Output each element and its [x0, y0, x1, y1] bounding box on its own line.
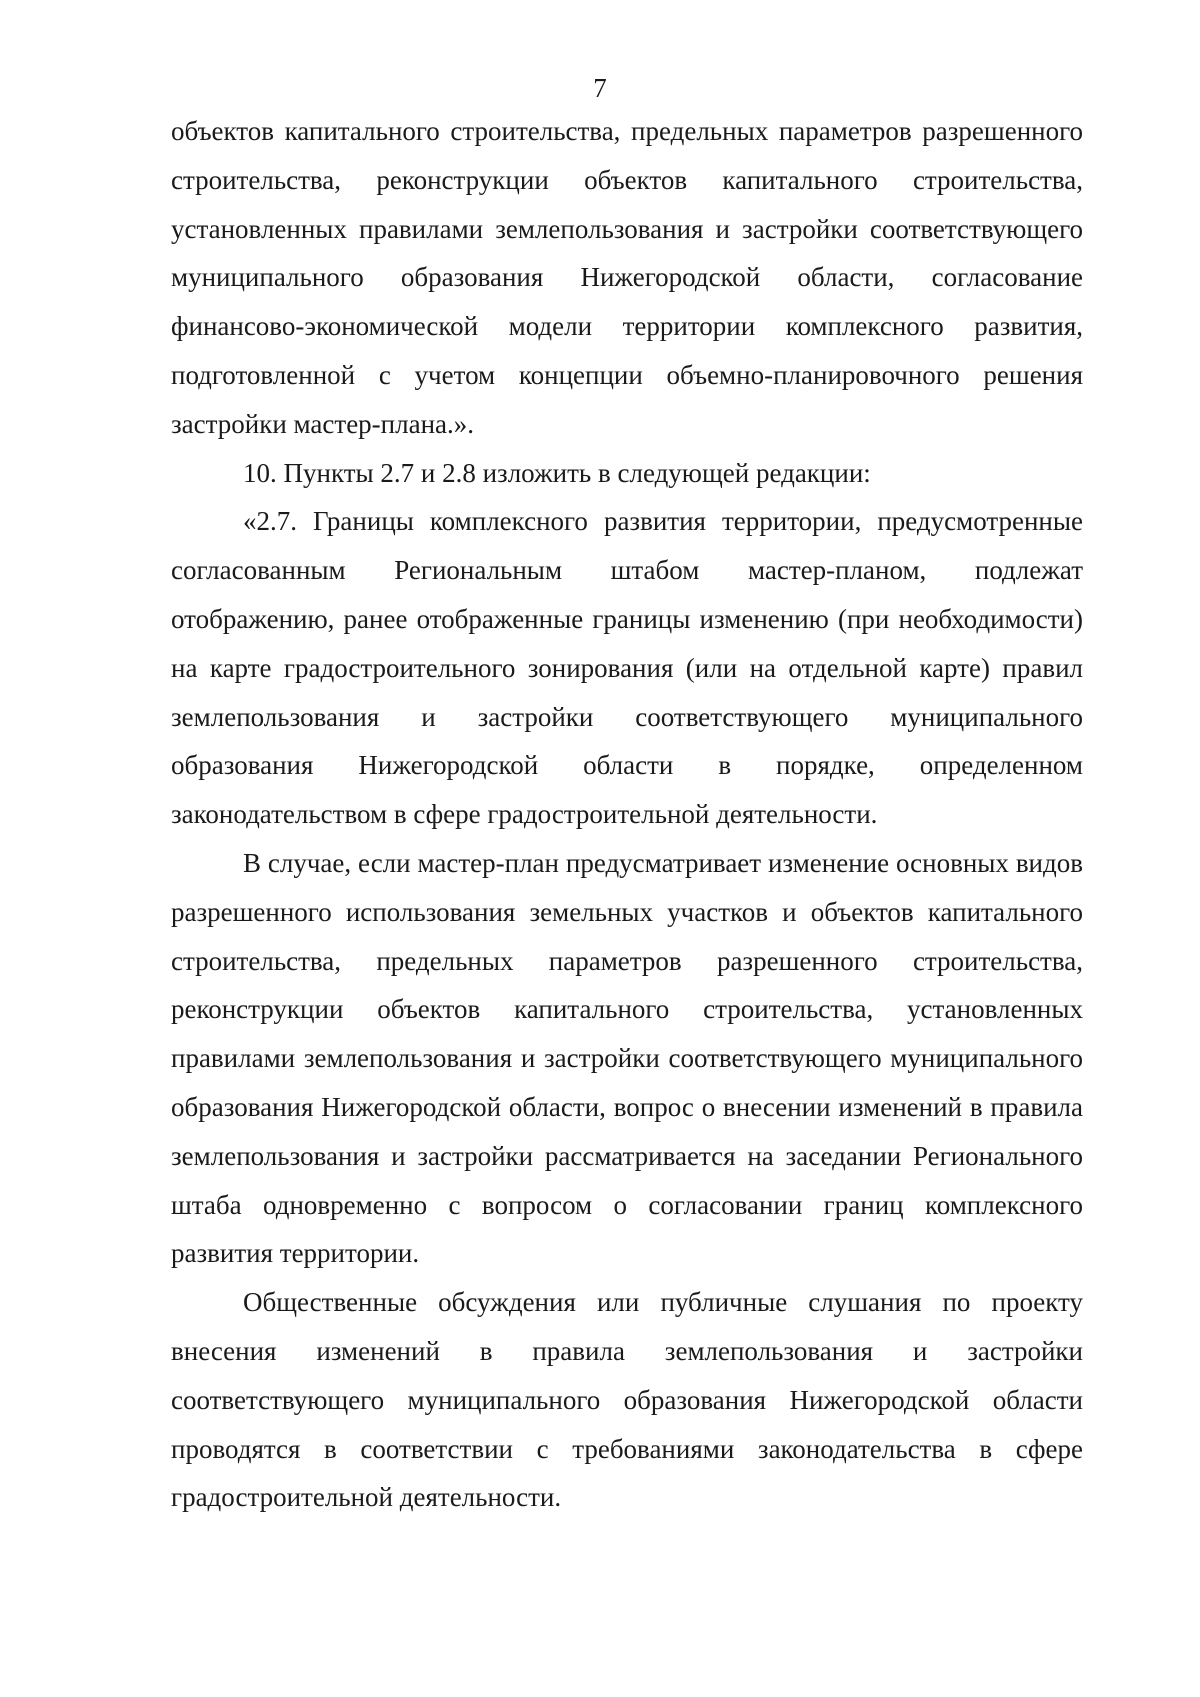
- document-body: [171, 107, 1083, 1522]
- page-number: 7: [593, 73, 607, 103]
- paragraph-continuation: объектов капитального строительства, предельных параметров разрешенного строительства, реконструкции объектов капитального строительства, установленных правилами землепользования и застройки соответствующего муниципального образования Нижегородской области, согласование финансово-экономической модели территории комплексного развития, подготовленной с учетом концепции объемно-планировочного решения застройки мастер-плана.».: [171, 116, 1083, 439]
- paragraph-clause-2-7: «2.7. Границы комплексного развития территории, предусмотренные согласованным Региональным штабом мастер-планом, подлежат отображению, ранее отображенные границы изменению (при необходимости) на карте градостроительного зонирования (или на отдельной карте) правил землепользования и застройки соответствующего муниципального образования Нижегородской области в порядке, определенном законодательством в сфере градостроительной деятельности.: [171, 506, 1083, 830]
- paragraph-public-hearings: Общественные обсуждения или публичные слушания по проекту внесения изменений в правила землепользования и застройки соответствующего муниципального образования Нижегородской области проводятся в соответствии с требованиями законодательства в сфере градостроительной деятельности.: [171, 1287, 1083, 1513]
- paragraph-item-10: 10. Пункты 2.7 и 2.8 изложить в следующей редакции:: [243, 457, 871, 488]
- paragraph-master-plan-case: В случае, если мастер-план предусматривает изменение основных видов разрешенного использования земельных участков и объектов капитального строительства, предельных параметров разрешенного строительства, реконструкции объектов капитального строительства, установленных правилами землепользования и застройки соответствующего муниципального образования Нижегородской области, вопрос о внесении изменений в правила землепользования и застройки рассматривается на заседании Регионального штаба одновременно с вопросом о согласовании границ комплексного развития территории.: [171, 847, 1083, 1269]
